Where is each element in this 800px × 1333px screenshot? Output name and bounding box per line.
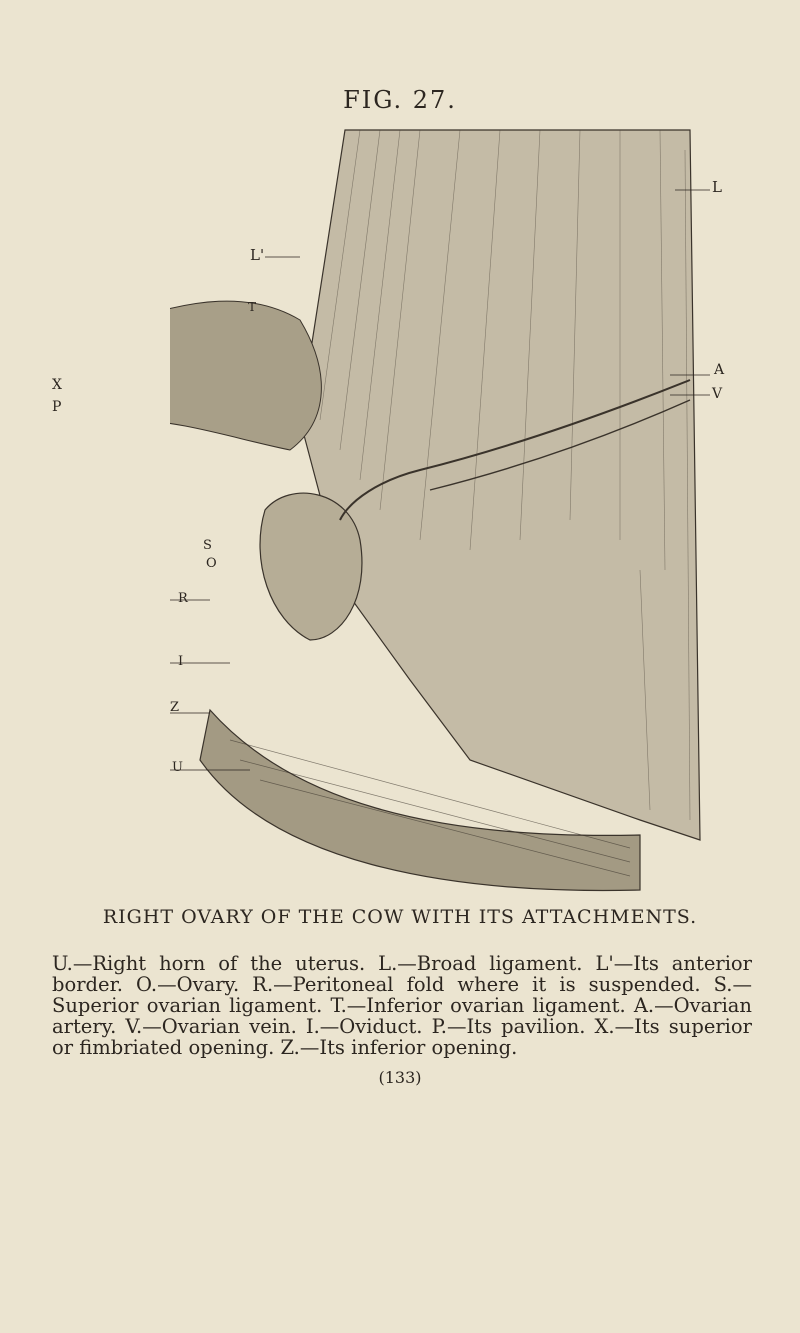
ovary (260, 493, 362, 640)
figure-label: FIG. 27. (343, 86, 457, 114)
label-A: A (714, 362, 725, 378)
label-P: P (52, 399, 62, 415)
label-V: V (712, 386, 723, 402)
pavilion-fimbriae (170, 301, 321, 450)
anatomical-illustration (170, 120, 730, 900)
figure-legend: U.—Right horn of the uterus. L.—Broad ligament. L'—Its anterior border. O.—Ovary. R.—Peritoneal fold where it is suspended. S.—Superior ovarian ligament. T.—Inferior ovarian ligament. A.—Ovarian artery. V.—Ovarian vein. I.—Oviduct. P.—Its pavilion. X.—Its superior or fimbriated opening. Z.—Its inferior opening. (52, 952, 752, 1059)
page-number: (133) (378, 1068, 422, 1087)
label-S: S (203, 538, 212, 553)
label-L: L (712, 178, 722, 196)
label-R: R (178, 591, 188, 606)
label-T: T (248, 300, 257, 314)
label-X: X (52, 377, 62, 393)
label-Z: Z (170, 700, 180, 715)
label-U: U (172, 760, 183, 775)
label-O: O (206, 556, 217, 571)
figure-caption: RIGHT OVARY OF THE COW WITH ITS ATTACHMENTS. (102, 906, 698, 928)
label-I: I (178, 654, 184, 669)
label-L-prime: L' (250, 246, 265, 264)
broad-ligament (300, 130, 700, 840)
